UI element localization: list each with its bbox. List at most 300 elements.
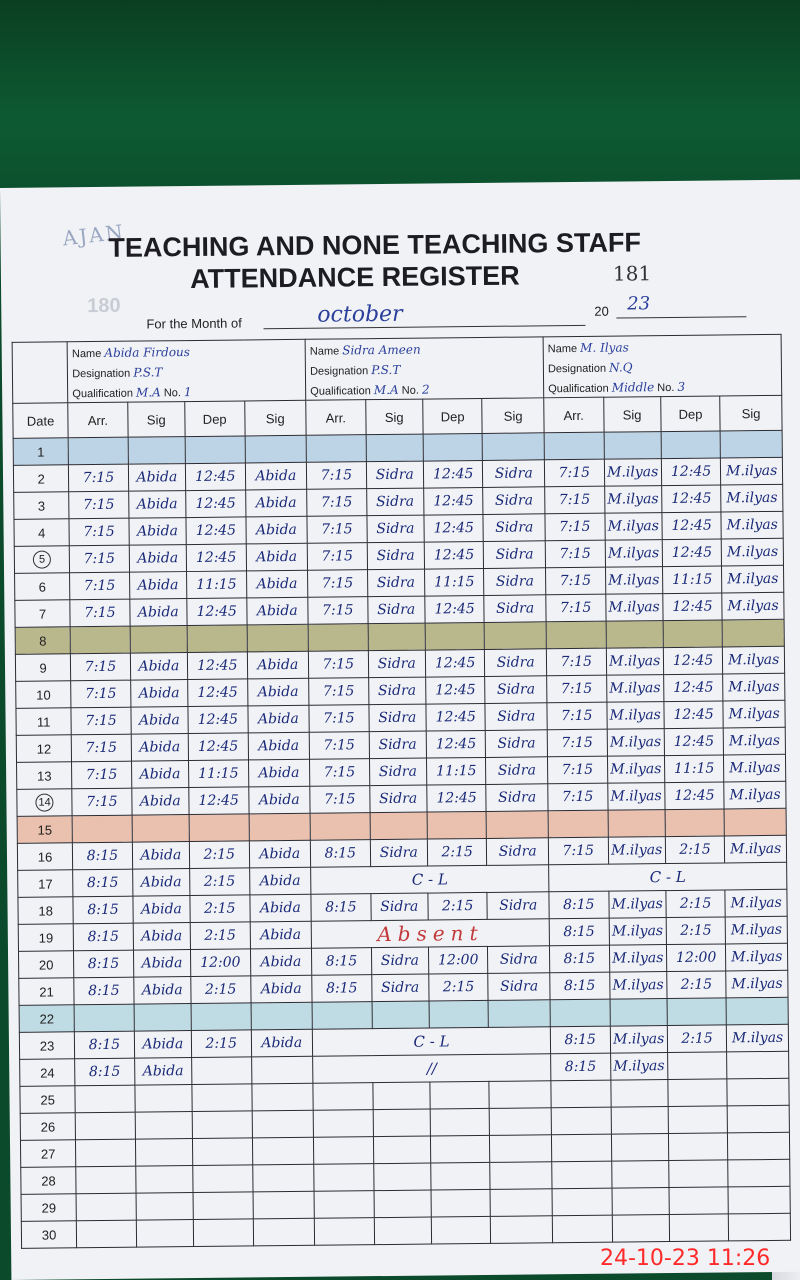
holiday-cell <box>368 623 426 651</box>
empty-cell <box>253 1218 315 1246</box>
staff-name-label: Name <box>71 347 102 361</box>
staff-qualification-value: M.A <box>373 382 399 398</box>
entry-cell: 8:15 <box>310 840 370 868</box>
empty-cell <box>430 1081 490 1109</box>
entry-cell: Abida <box>129 572 187 600</box>
holiday-cell <box>724 808 786 836</box>
entry-cell: Abida <box>250 975 312 1003</box>
holiday-cell <box>726 997 788 1025</box>
entry-cell: Sidra <box>485 649 547 677</box>
empty-cell <box>373 1109 431 1137</box>
entry-cell: 8:15 <box>74 950 134 978</box>
entry-cell: Sidra <box>486 757 548 785</box>
holiday-cell <box>665 809 725 837</box>
date-cell <box>13 438 68 466</box>
date-cell <box>17 843 72 871</box>
entry-cell: 12:45 <box>424 541 484 569</box>
empty-cell <box>314 1164 374 1192</box>
entry-cell: 7:15 <box>307 489 367 517</box>
date-number: 29 <box>41 1199 57 1216</box>
staff-designation-value: P.S.T <box>371 362 401 378</box>
entry-cell: Sidra <box>488 973 550 1001</box>
date-number: 27 <box>40 1145 56 1162</box>
staff-name-line <box>68 340 305 362</box>
date-number: 24 <box>40 1064 55 1081</box>
entry-cell: Abida <box>132 869 190 897</box>
holiday-cell <box>370 812 428 840</box>
entry-cell: M.ilyas <box>721 457 783 485</box>
entry-cell: M.ilyas <box>723 700 785 728</box>
entry-cell: Abida <box>131 788 189 816</box>
empty-cell <box>314 1218 374 1246</box>
date-cell <box>15 573 70 601</box>
entry-cell: Sidra <box>486 784 548 812</box>
title-line1: TEACHING AND NONE TEACHING STAFF <box>108 227 642 263</box>
entry-cell: Abida <box>251 1029 313 1057</box>
entry-cell: 7:15 <box>310 786 370 814</box>
holiday-cell <box>249 813 311 841</box>
entry-cell: 12:45 <box>426 703 486 731</box>
empty-cell <box>669 1187 729 1215</box>
register-page <box>0 180 800 1280</box>
empty-cell <box>728 1186 790 1214</box>
entry-cell: 12:45 <box>427 784 487 812</box>
entry-cell: 2:15 <box>665 836 725 864</box>
staff-name-value: Sidra Ameen <box>342 342 421 358</box>
date-number: 7 <box>38 606 47 622</box>
entry-cell: Abida <box>133 977 191 1005</box>
col-header-sig: Sig <box>127 402 185 438</box>
date-cell <box>21 1221 76 1249</box>
col-header-sig: Sig <box>482 398 544 434</box>
staff-qualification-line <box>544 375 781 397</box>
holiday-cell <box>550 999 610 1027</box>
empty-cell <box>314 1191 374 1219</box>
entry-cell: 8:15 <box>73 923 133 951</box>
empty-cell <box>252 1137 314 1165</box>
empty-cell <box>669 1214 729 1242</box>
entry-cell: 7:15 <box>545 486 605 514</box>
entry-cell: M.ilyas <box>604 486 662 514</box>
date-cell <box>18 897 73 925</box>
entry-cell: 8:15 <box>550 1026 610 1054</box>
holiday-cell <box>245 435 307 463</box>
holiday-cell <box>667 998 727 1026</box>
leave-note-text: C - L <box>649 867 686 887</box>
date-cell <box>19 978 74 1006</box>
entry-cell: 7:15 <box>71 734 131 762</box>
entry-cell: 7:15 <box>308 597 368 625</box>
date-cell <box>14 546 69 574</box>
entry-cell: M.ilyas <box>723 646 785 674</box>
entry-cell: 8:15 <box>75 1031 135 1059</box>
date-cell <box>21 1167 76 1195</box>
entry-cell: 2:15 <box>667 971 727 999</box>
col-header-dep: Dep <box>185 401 245 437</box>
col-header-arr: Arr. <box>544 397 604 433</box>
empty-cell <box>135 1166 193 1194</box>
date-cell <box>16 708 71 736</box>
empty-cell <box>728 1159 790 1187</box>
entry-cell: Abida <box>128 491 186 519</box>
entry-cell: M.ilyas <box>604 513 662 541</box>
staff-no-label: No. <box>163 387 182 400</box>
entry-cell: Abida <box>246 543 308 571</box>
entry-cell: Abida <box>245 462 307 490</box>
holiday-cell <box>427 811 487 839</box>
date-number: 9 <box>39 660 47 676</box>
entry-cell: M.ilyas <box>609 945 667 973</box>
date-number: 17 <box>38 875 53 892</box>
entry-cell: Sidra <box>371 974 429 1002</box>
entry-cell: Abida <box>130 680 188 708</box>
date-number: 26 <box>40 1118 56 1135</box>
staff-no-label: No. <box>401 384 419 397</box>
entry-cell: M.ilyas <box>722 538 784 566</box>
empty-cell <box>612 1188 670 1216</box>
staff-designation-label: Designation <box>310 365 369 378</box>
entry-cell: 7:15 <box>72 761 132 789</box>
holiday-cell <box>68 437 128 465</box>
year-value: 23 <box>627 293 651 315</box>
entry-cell: M.ilyas <box>606 675 664 703</box>
col-header-dep: Dep <box>423 398 483 434</box>
empty-cell <box>135 1139 193 1167</box>
entry-cell: M.ilyas <box>726 970 788 998</box>
entry-cell: Abida <box>133 950 191 978</box>
entry-cell: 12:00 <box>666 944 726 972</box>
date-cell <box>18 924 73 952</box>
entry-cell: 7:15 <box>308 570 368 598</box>
entry-cell: 7:15 <box>307 462 367 490</box>
entry-cell: Abida <box>129 545 187 573</box>
entry-cell: Sidra <box>487 838 549 866</box>
date-number: 4 <box>38 525 46 541</box>
empty-cell <box>490 1108 552 1136</box>
empty-cell <box>77 1220 137 1248</box>
staff-info-row <box>12 334 782 403</box>
entry-cell: 7:15 <box>69 545 129 573</box>
entry-cell: Sidra <box>485 676 547 704</box>
empty-cell <box>193 1165 253 1193</box>
entry-cell: 12:45 <box>663 593 723 621</box>
entry-cell: 7:15 <box>69 491 129 519</box>
staff-info-3 <box>543 334 782 397</box>
holiday-cell <box>483 433 545 461</box>
empty-cell <box>729 1213 791 1241</box>
entry-cell: 11:15 <box>664 755 724 783</box>
entry-cell: 11:15 <box>424 568 484 596</box>
entry-cell: Sidra <box>368 650 426 678</box>
entry-cell: M.ilyas <box>727 1024 789 1052</box>
entry-cell: 2:15 <box>190 868 250 896</box>
staff-no-label: No. <box>657 381 675 395</box>
entry-cell: Abida <box>134 1058 192 1086</box>
empty-cell <box>430 1135 490 1163</box>
date-cell <box>15 654 70 682</box>
date-number: 8 <box>39 633 47 649</box>
entry-cell: Abida <box>131 761 189 789</box>
holiday-cell <box>663 620 723 648</box>
staff-name-line <box>544 335 781 357</box>
entry-cell: 8:15 <box>549 891 609 919</box>
entry-cell: 8:15 <box>549 918 609 946</box>
entry-cell: 11:15 <box>189 760 249 788</box>
empty-cell <box>76 1139 136 1167</box>
empty-cell <box>552 1215 612 1243</box>
empty-cell <box>251 1083 313 1111</box>
entry-cell: M.ilyas <box>609 972 667 1000</box>
entry-cell: 12:45 <box>665 782 725 810</box>
entry-cell: 7:15 <box>309 732 369 760</box>
entry-cell: Sidra <box>369 758 427 786</box>
empty-cell <box>611 1134 669 1162</box>
empty-cell <box>552 1161 612 1189</box>
entry-cell: 7:15 <box>309 705 369 733</box>
empty-cell <box>551 1134 611 1162</box>
entry-cell: 12:45 <box>187 652 247 680</box>
entry-cell: M.ilyas <box>607 729 665 757</box>
date-cell <box>14 519 69 547</box>
entry-cell: Abida <box>130 599 188 627</box>
col-header-sig: Sig <box>720 395 782 431</box>
year-underline <box>616 316 746 318</box>
staff-no-value: 1 <box>183 385 192 400</box>
date-number: 14 <box>35 793 53 811</box>
green-background <box>0 0 800 200</box>
holiday-cell <box>423 433 483 461</box>
entry-cell: 7:15 <box>307 516 367 544</box>
entry-cell: Sidra <box>369 731 427 759</box>
entry-cell: 12:45 <box>661 485 721 513</box>
empty-cell <box>374 1217 432 1245</box>
entry-cell: 7:15 <box>544 459 604 487</box>
entry-cell: Sidra <box>367 569 425 597</box>
entry-cell: M.ilyas <box>607 756 665 784</box>
entry-cell: Sidra <box>484 541 546 569</box>
entry-cell: M.ilyas <box>721 484 783 512</box>
staff-designation-line <box>544 355 781 377</box>
col-header-arr: Arr. <box>306 400 366 436</box>
entry-cell: 8:15 <box>73 896 133 924</box>
entry-cell: Abida <box>131 734 189 762</box>
col-header-sig: Sig <box>244 400 306 436</box>
staff-info-2 <box>305 337 544 400</box>
entry-cell: Abida <box>246 570 308 598</box>
empty-cell <box>193 1192 253 1220</box>
empty-cell <box>313 1110 373 1138</box>
entry-cell: Sidra <box>486 730 548 758</box>
entry-cell: 12:45 <box>663 674 723 702</box>
date-cell <box>19 1032 74 1060</box>
month-underline <box>263 325 585 329</box>
holiday-cell <box>70 626 130 654</box>
entry-cell: 12:45 <box>186 517 246 545</box>
entry-cell: M.ilyas <box>725 835 787 863</box>
entry-cell: 7:15 <box>69 518 129 546</box>
entry-cell: 2:15 <box>190 922 250 950</box>
entry-cell: Sidra <box>367 596 425 624</box>
date-number: 5 <box>33 550 51 568</box>
holiday-cell <box>251 1002 313 1030</box>
entry-cell: M.ilyas <box>604 459 662 487</box>
entry-cell: Abida <box>245 489 307 517</box>
entry-cell: 7:15 <box>71 653 131 681</box>
empty-cell <box>75 1112 135 1140</box>
empty-cell <box>374 1190 432 1218</box>
entry-cell: Abida <box>248 786 310 814</box>
entry-cell: Sidra <box>483 460 545 488</box>
entry-cell: M.ilyas <box>608 891 666 919</box>
empty-cell <box>252 1164 314 1192</box>
entry-cell: Abida <box>131 707 189 735</box>
staff-info-1 <box>67 339 306 402</box>
faint-mark: AJAN <box>61 219 127 251</box>
holiday-cell <box>247 624 309 652</box>
date-cell <box>13 465 68 493</box>
empty-cell <box>668 1106 728 1134</box>
entry-cell: Abida <box>247 678 309 706</box>
holiday-cell <box>546 621 606 649</box>
entry-cell: 12:45 <box>662 512 722 540</box>
entry-cell: 7:15 <box>70 599 130 627</box>
entry-cell: 11:15 <box>187 571 247 599</box>
col-header-arr: Arr. <box>68 402 128 438</box>
date-number: 11 <box>36 714 51 730</box>
holiday-cell <box>189 814 249 842</box>
page-number: 181 <box>612 261 652 286</box>
empty-cell <box>372 1082 430 1110</box>
entry-cell: 7:15 <box>72 788 132 816</box>
entry-cell: M.ilyas <box>606 648 664 676</box>
date-number: 16 <box>37 848 53 865</box>
entry-cell: M.ilyas <box>606 702 664 730</box>
entry-cell: Sidra <box>367 515 425 543</box>
empty-cell <box>135 1112 193 1140</box>
entry-cell: 7:15 <box>546 648 606 676</box>
date-number: 12 <box>36 740 52 757</box>
date-cell <box>20 1113 75 1141</box>
entry-cell: Abida <box>248 759 310 787</box>
entry-cell: Abida <box>249 867 311 895</box>
entry-cell: 12:45 <box>187 598 247 626</box>
date-number: 23 <box>39 1037 55 1054</box>
holiday-cell <box>128 437 186 465</box>
entry-cell: M.ilyas <box>724 727 786 755</box>
entry-cell <box>667 1052 727 1080</box>
staff-name-label: Name <box>547 342 578 356</box>
entry-cell: 12:45 <box>663 647 723 675</box>
entry-cell: 11:15 <box>426 757 486 785</box>
entry-cell: Abida <box>132 842 190 870</box>
empty-cell <box>431 1189 491 1217</box>
date-cell <box>20 1059 75 1087</box>
holiday-cell <box>130 626 188 654</box>
entry-cell: 7:15 <box>547 702 607 730</box>
empty-cell <box>612 1215 670 1243</box>
entry-cell <box>251 1056 313 1084</box>
entry-cell: 8:15 <box>74 977 134 1005</box>
empty-cell <box>135 1085 193 1113</box>
holiday-cell <box>185 436 245 464</box>
entry-cell: 7:15 <box>307 543 367 571</box>
empty-cell <box>489 1081 551 1109</box>
entry-cell: Abida <box>247 705 309 733</box>
entry-cell: 7:15 <box>547 675 607 703</box>
entry-cell: Abida <box>134 1031 192 1059</box>
entry-cell <box>192 1057 252 1085</box>
entry-cell: Sidra <box>369 785 427 813</box>
staff-name-value: Abida Firdous <box>104 345 190 360</box>
empty-cell <box>253 1191 315 1219</box>
absent-text: Absent <box>377 920 484 947</box>
entry-cell: 7:15 <box>547 729 607 757</box>
entry-cell: Abida <box>248 732 310 760</box>
entry-cell: M.ilyas <box>724 781 786 809</box>
date-cell <box>18 951 73 979</box>
date-cell <box>21 1194 76 1222</box>
entry-cell: Sidra <box>371 893 429 921</box>
entry-cell: 12:45 <box>188 706 248 734</box>
entry-cell: 12:45 <box>188 733 248 761</box>
entry-cell: M.ilyas <box>610 1053 668 1081</box>
holiday-cell <box>548 810 608 838</box>
entry-cell: 2:15 <box>427 838 487 866</box>
staff-designation-line <box>306 357 543 379</box>
entry-cell: Abida <box>133 896 191 924</box>
entry-cell: 2:15 <box>666 917 726 945</box>
date-number: 20 <box>38 956 54 973</box>
entry-cell: 12:45 <box>186 544 246 572</box>
entry-cell: Sidra <box>485 703 547 731</box>
entry-cell: 12:45 <box>664 728 724 756</box>
entry-cell: 11:15 <box>662 566 722 594</box>
date-number: 30 <box>41 1226 57 1243</box>
staff-no-value: 3 <box>677 379 686 394</box>
holiday-cell <box>606 621 664 649</box>
entry-cell: 12:45 <box>661 458 721 486</box>
staff-designation-line <box>68 360 305 382</box>
empty-cell <box>551 1080 611 1108</box>
entry-cell: M.ilyas <box>725 889 787 917</box>
entry-cell: 12:45 <box>426 730 486 758</box>
entry-cell: 12:45 <box>189 787 249 815</box>
attendance-body <box>12 334 790 1248</box>
entry-cell: 12:45 <box>425 649 485 677</box>
leave-note-text: // <box>426 1059 437 1078</box>
holiday-cell <box>720 430 782 458</box>
entry-cell: 7:15 <box>308 651 368 679</box>
entry-cell: M.ilyas <box>605 594 663 622</box>
entry-cell: Sidra <box>369 704 427 732</box>
date-cell <box>17 789 72 817</box>
date-number: 6 <box>38 579 46 595</box>
entry-cell: 12:00 <box>191 949 251 977</box>
holiday-cell <box>306 435 366 463</box>
empty-cell <box>728 1132 790 1160</box>
leave-note <box>311 865 549 894</box>
holiday-cell <box>366 434 424 462</box>
entry-cell: Sidra <box>368 677 426 705</box>
entry-cell: Abida <box>130 653 188 681</box>
staff-qualification-label: Qualification <box>548 382 609 396</box>
entry-cell: M.ilyas <box>605 540 663 568</box>
date-cell <box>15 627 70 655</box>
holiday-cell <box>187 625 247 653</box>
entry-cell: 8:15 <box>549 945 609 973</box>
entry-cell: 2:15 <box>189 841 249 869</box>
entry-cell: 8:15 <box>550 972 610 1000</box>
